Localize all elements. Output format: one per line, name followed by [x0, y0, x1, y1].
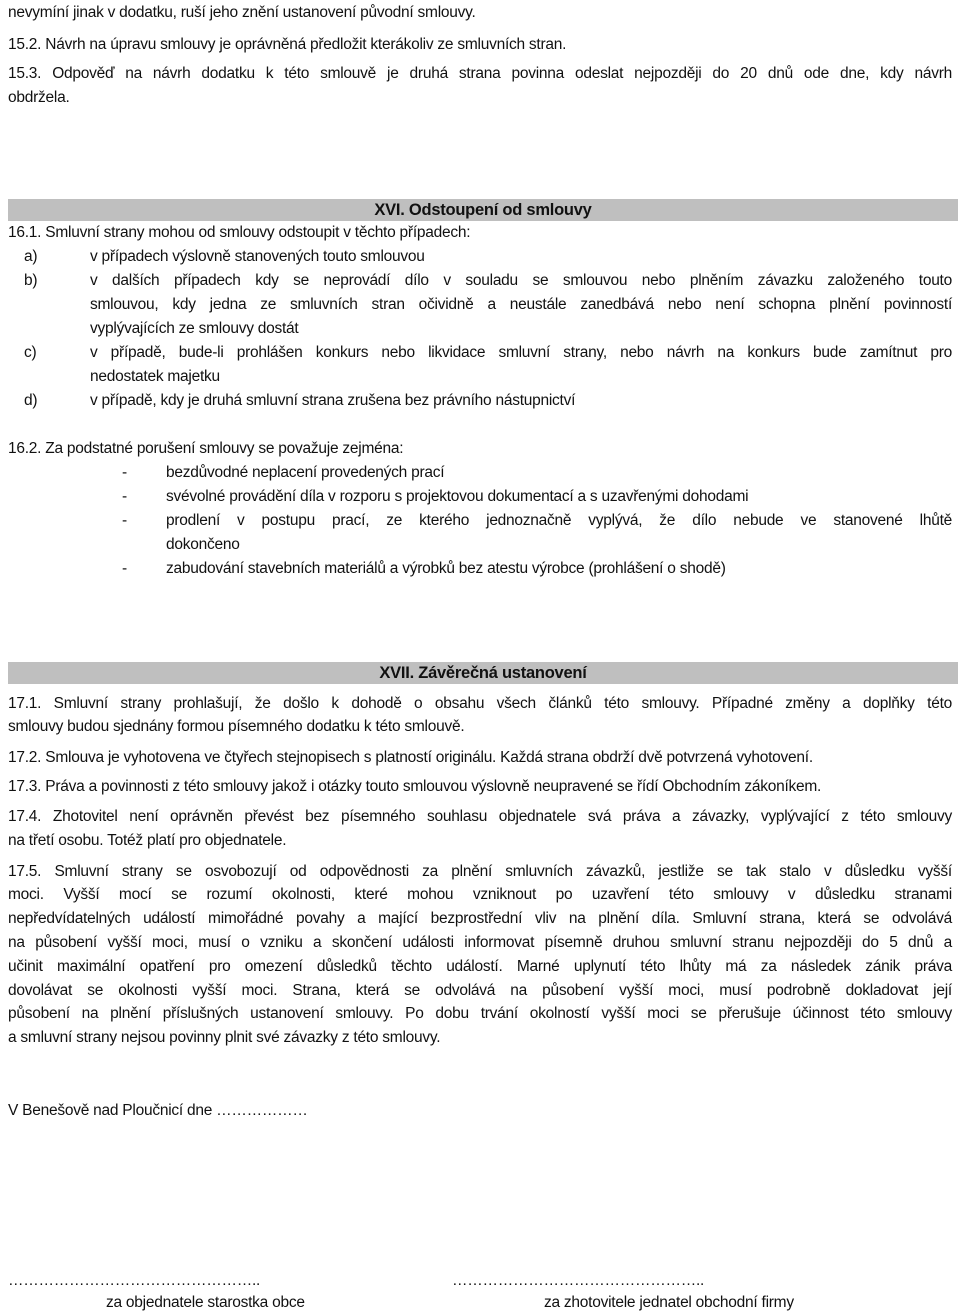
signature-line-left: ………………………………………….. — [8, 1272, 261, 1289]
list-item: v případě, bude-li prohlášen konkurs nebo likvidace smluvní strany, nebo návrh na konkurs bude zamítnut pro — [90, 344, 952, 361]
dash-marker: - — [122, 512, 127, 529]
text-line: nepředvídatelných událostí mimořádné povahy a mající bezprostřední vliv na plnění díla. Smluvní strana, která se odvolává — [8, 910, 952, 927]
text-line: učinit maximální opatření pro omezení důsledků těchto událostí. Marné uplynutí této lhůty má za následek zánik práva — [8, 958, 952, 975]
list-item-continuation: vyplývajících ze smlouvy dostát — [90, 320, 299, 337]
list-marker: d) — [24, 392, 38, 409]
list-marker: b) — [24, 272, 38, 289]
clause-17-2: 17.2. Smlouva je vyhotovena ve čtyřech stejnopisech s platností originálu. Každá strana obdrží dvě potvrzená vyhotovení. — [8, 749, 813, 766]
clause-15-2: 15.2. Návrh na úpravu smlouvy je oprávněná předložit kterákoliv ze smluvních stran. — [8, 36, 567, 53]
list-marker: a) — [24, 248, 38, 265]
clause-16-1: 16.1. Smluvní strany mohou od smlouvy odstoupit v těchto případech: — [8, 224, 471, 241]
section-heading-xvi: XVI. Odstoupení od smlouvy — [8, 199, 958, 221]
clause-15-3: 15.3. Odpověď na návrh dodatku k této smlouvě je druhá strana povinna odeslat nejpozději do 20 dnů ode dne, kdy návrh — [8, 65, 952, 82]
text-line: dovolávat se okolnosti vyšší moci. Strana, která se odvolává na působení vyšší moci, musí podrobně dokladovat její — [8, 982, 952, 999]
list-item: bezdůvodné neplacení provedených prací — [166, 464, 445, 481]
list-item: v dalších případech kdy se neprovádí dílo v souladu se smlouvou nebo plněním závazku založeného touto — [90, 272, 952, 289]
list-item-continuation: nedostatek majetku — [90, 368, 220, 385]
list-item-continuation: dokončeno — [166, 536, 240, 553]
list-item: v případě, kdy je druhá smluvní strana zrušena bez právního nástupnictví — [90, 392, 576, 409]
place-date-line: V Benešově nad Ploučnicí dne ……………… — [8, 1102, 308, 1119]
text-line: a smluvní strany nejsou povinny plnit své závazky z této smlouvy. — [8, 1029, 441, 1046]
signature-line-right: ………………………………………….. — [452, 1272, 705, 1289]
section-heading-xvii: XVII. Závěrečná ustanovení — [8, 662, 958, 684]
list-item: v případech výslovně stanovených touto smlouvou — [90, 248, 425, 265]
text-line: smlouvy budou sjednány formou písemného dodatku k této smlouvě. — [8, 718, 465, 735]
dash-marker: - — [122, 560, 127, 577]
text-line: na třetí osobu. Totéž platí pro objednatele. — [8, 832, 287, 849]
text-line: na působení vyšší moci, musí o vzniku a skončení události informovat písemně druhou smluvní stranu nejpozději do 5 dnů a — [8, 934, 952, 951]
list-item: zabudování stavebních materiálů a výrobků bez atestu výrobce (prohlášení o shodě) — [166, 560, 726, 577]
dash-marker: - — [122, 488, 127, 505]
signature-caption-right: za zhotovitele jednatel obchodní firmy — [544, 1294, 794, 1311]
text-line: nevymíní jinak v dodatku, ruší jeho znění ustanovení původní smlouvy. — [8, 4, 476, 21]
signature-caption-left: za objednatele starostka obce — [106, 1294, 305, 1311]
clause-17-5: 17.5. Smluvní strany se osvobozují od odpovědnosti za plnění smluvních závazků, jestliže se tak stalo v důsledku vyšší — [8, 863, 952, 880]
clause-17-1: 17.1. Smluvní strany prohlašují, že došlo k dohodě o obsahu všech článků této smlouvy. Případné změny a doplňky této — [8, 695, 952, 712]
clause-17-4: 17.4. Zhotovitel není oprávněn převést bez písemného souhlasu objednatele svá práva a závazky, vyplývající z této smlouvy — [8, 808, 952, 825]
text-line: působení na plnění příslušných ustanovení smlouvy. Po dobu trvání okolností vyšší moci se přerušuje účinnost této smlouvy — [8, 1005, 952, 1022]
clause-17-3: 17.3. Práva a povinnosti z této smlouvy jakož i otázky touto smlouvou výslovně neupravené se řídí Obchodním zákoníkem. — [8, 778, 822, 795]
list-marker: c) — [24, 344, 37, 361]
list-item: prodlení v postupu prací, ze kterého jednoznačně vyplývá, že dílo nebude ve stanovené lhůtě — [166, 512, 952, 529]
list-item-continuation: smlouvou, kdy jedna ze smluvních stran očividně a neustále zanedbává nebo není schopna plnění povinností — [90, 296, 952, 313]
text-line: moci. Vyšší mocí se rozumí okolnosti, které mohou vzniknout po uzavření této smlouvy v důsledku stranami — [8, 886, 952, 903]
list-item: svévolné provádění díla v rozporu s projektovou dokumentací a s uzavřenými dohodami — [166, 488, 749, 505]
text-line: obdržela. — [8, 89, 70, 106]
clause-16-2: 16.2. Za podstatné porušení smlouvy se považuje zejména: — [8, 440, 404, 457]
dash-marker: - — [122, 464, 127, 481]
